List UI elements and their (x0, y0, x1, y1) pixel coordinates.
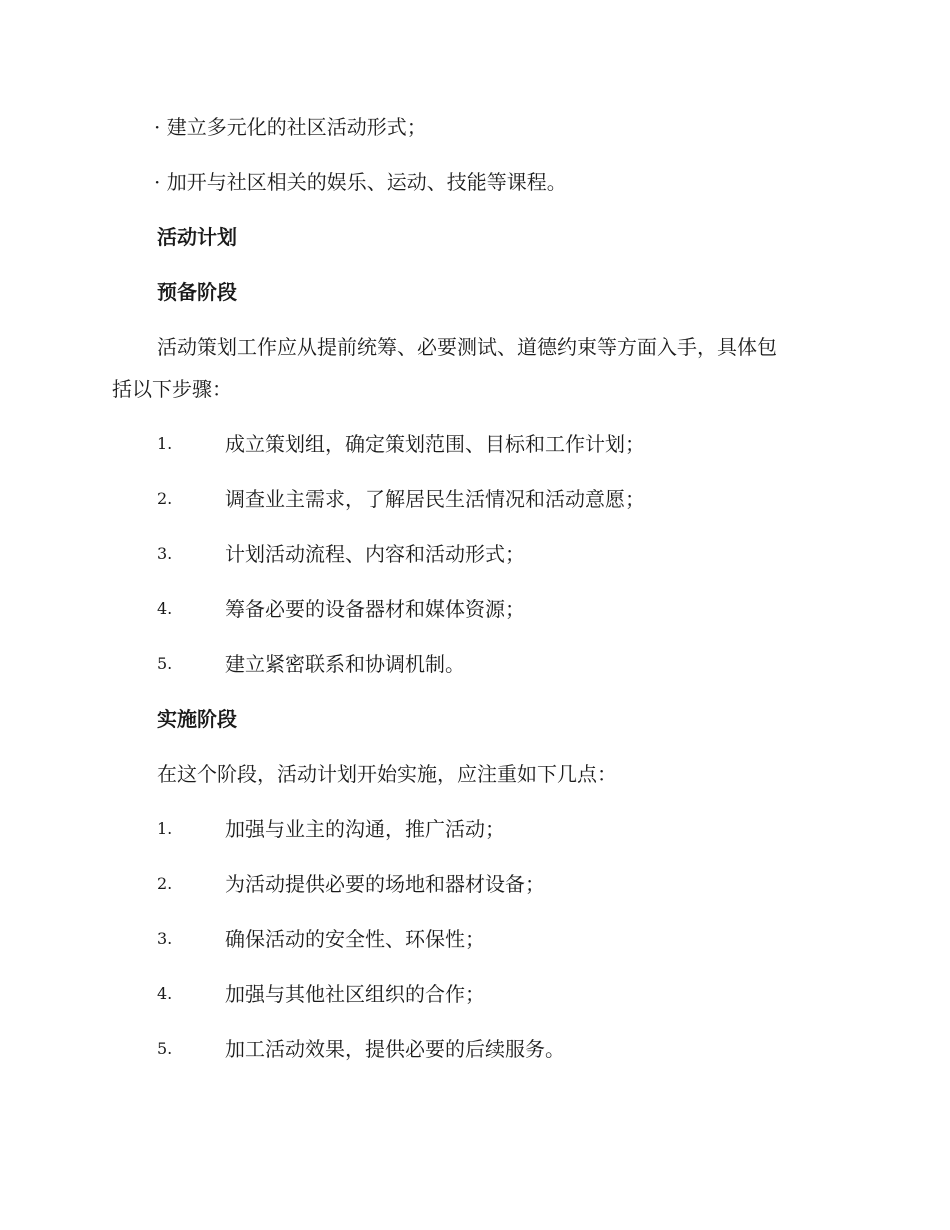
list-item: 筹备必要的设备器材和媒体资源； (225, 597, 525, 621)
list-item: 加强与业主的沟通，推广活动； (225, 817, 505, 841)
list-number: 2. (157, 874, 173, 893)
list-number: 1. (157, 434, 173, 453)
bullet-item: · 加开与社区相关的娱乐、运动、技能等课程。 (154, 170, 567, 194)
list-number: 5. (157, 1039, 173, 1058)
list-item: 成立策划组，确定策划范围、目标和工作计划； (225, 432, 645, 456)
bullet-item: · 建立多元化的社区活动形式； (154, 115, 427, 139)
section-title: 活动计划 (157, 225, 237, 249)
list-number: 3. (157, 929, 173, 948)
list-item: 确保活动的安全性、环保性； (225, 927, 485, 951)
list-item: 加工活动效果，提供必要的后续服务。 (225, 1037, 565, 1061)
list-number: 3. (157, 544, 173, 563)
prep-heading: 预备阶段 (157, 280, 237, 304)
list-number: 4. (157, 984, 173, 1003)
list-number: 5. (157, 654, 173, 673)
prep-intro: 活动策划工作应从提前统筹、必要测试、道德约束等方面入手，具体包 (157, 335, 777, 359)
list-item: 加强与其他社区组织的合作； (225, 982, 485, 1006)
list-item: 调查业主需求，了解居民生活情况和活动意愿； (225, 487, 645, 511)
list-item: 建立紧密联系和协调机制。 (225, 652, 465, 676)
impl-heading: 实施阶段 (157, 707, 237, 731)
list-number: 4. (157, 599, 173, 618)
list-number: 1. (157, 819, 173, 838)
impl-intro: 在这个阶段，活动计划开始实施，应注重如下几点： (157, 762, 617, 786)
list-number: 2. (157, 489, 173, 508)
list-item: 计划活动流程、内容和活动形式； (225, 542, 525, 566)
prep-intro-continued: 括以下步骤： (112, 377, 232, 401)
list-item: 为活动提供必要的场地和器材设备； (225, 872, 545, 896)
